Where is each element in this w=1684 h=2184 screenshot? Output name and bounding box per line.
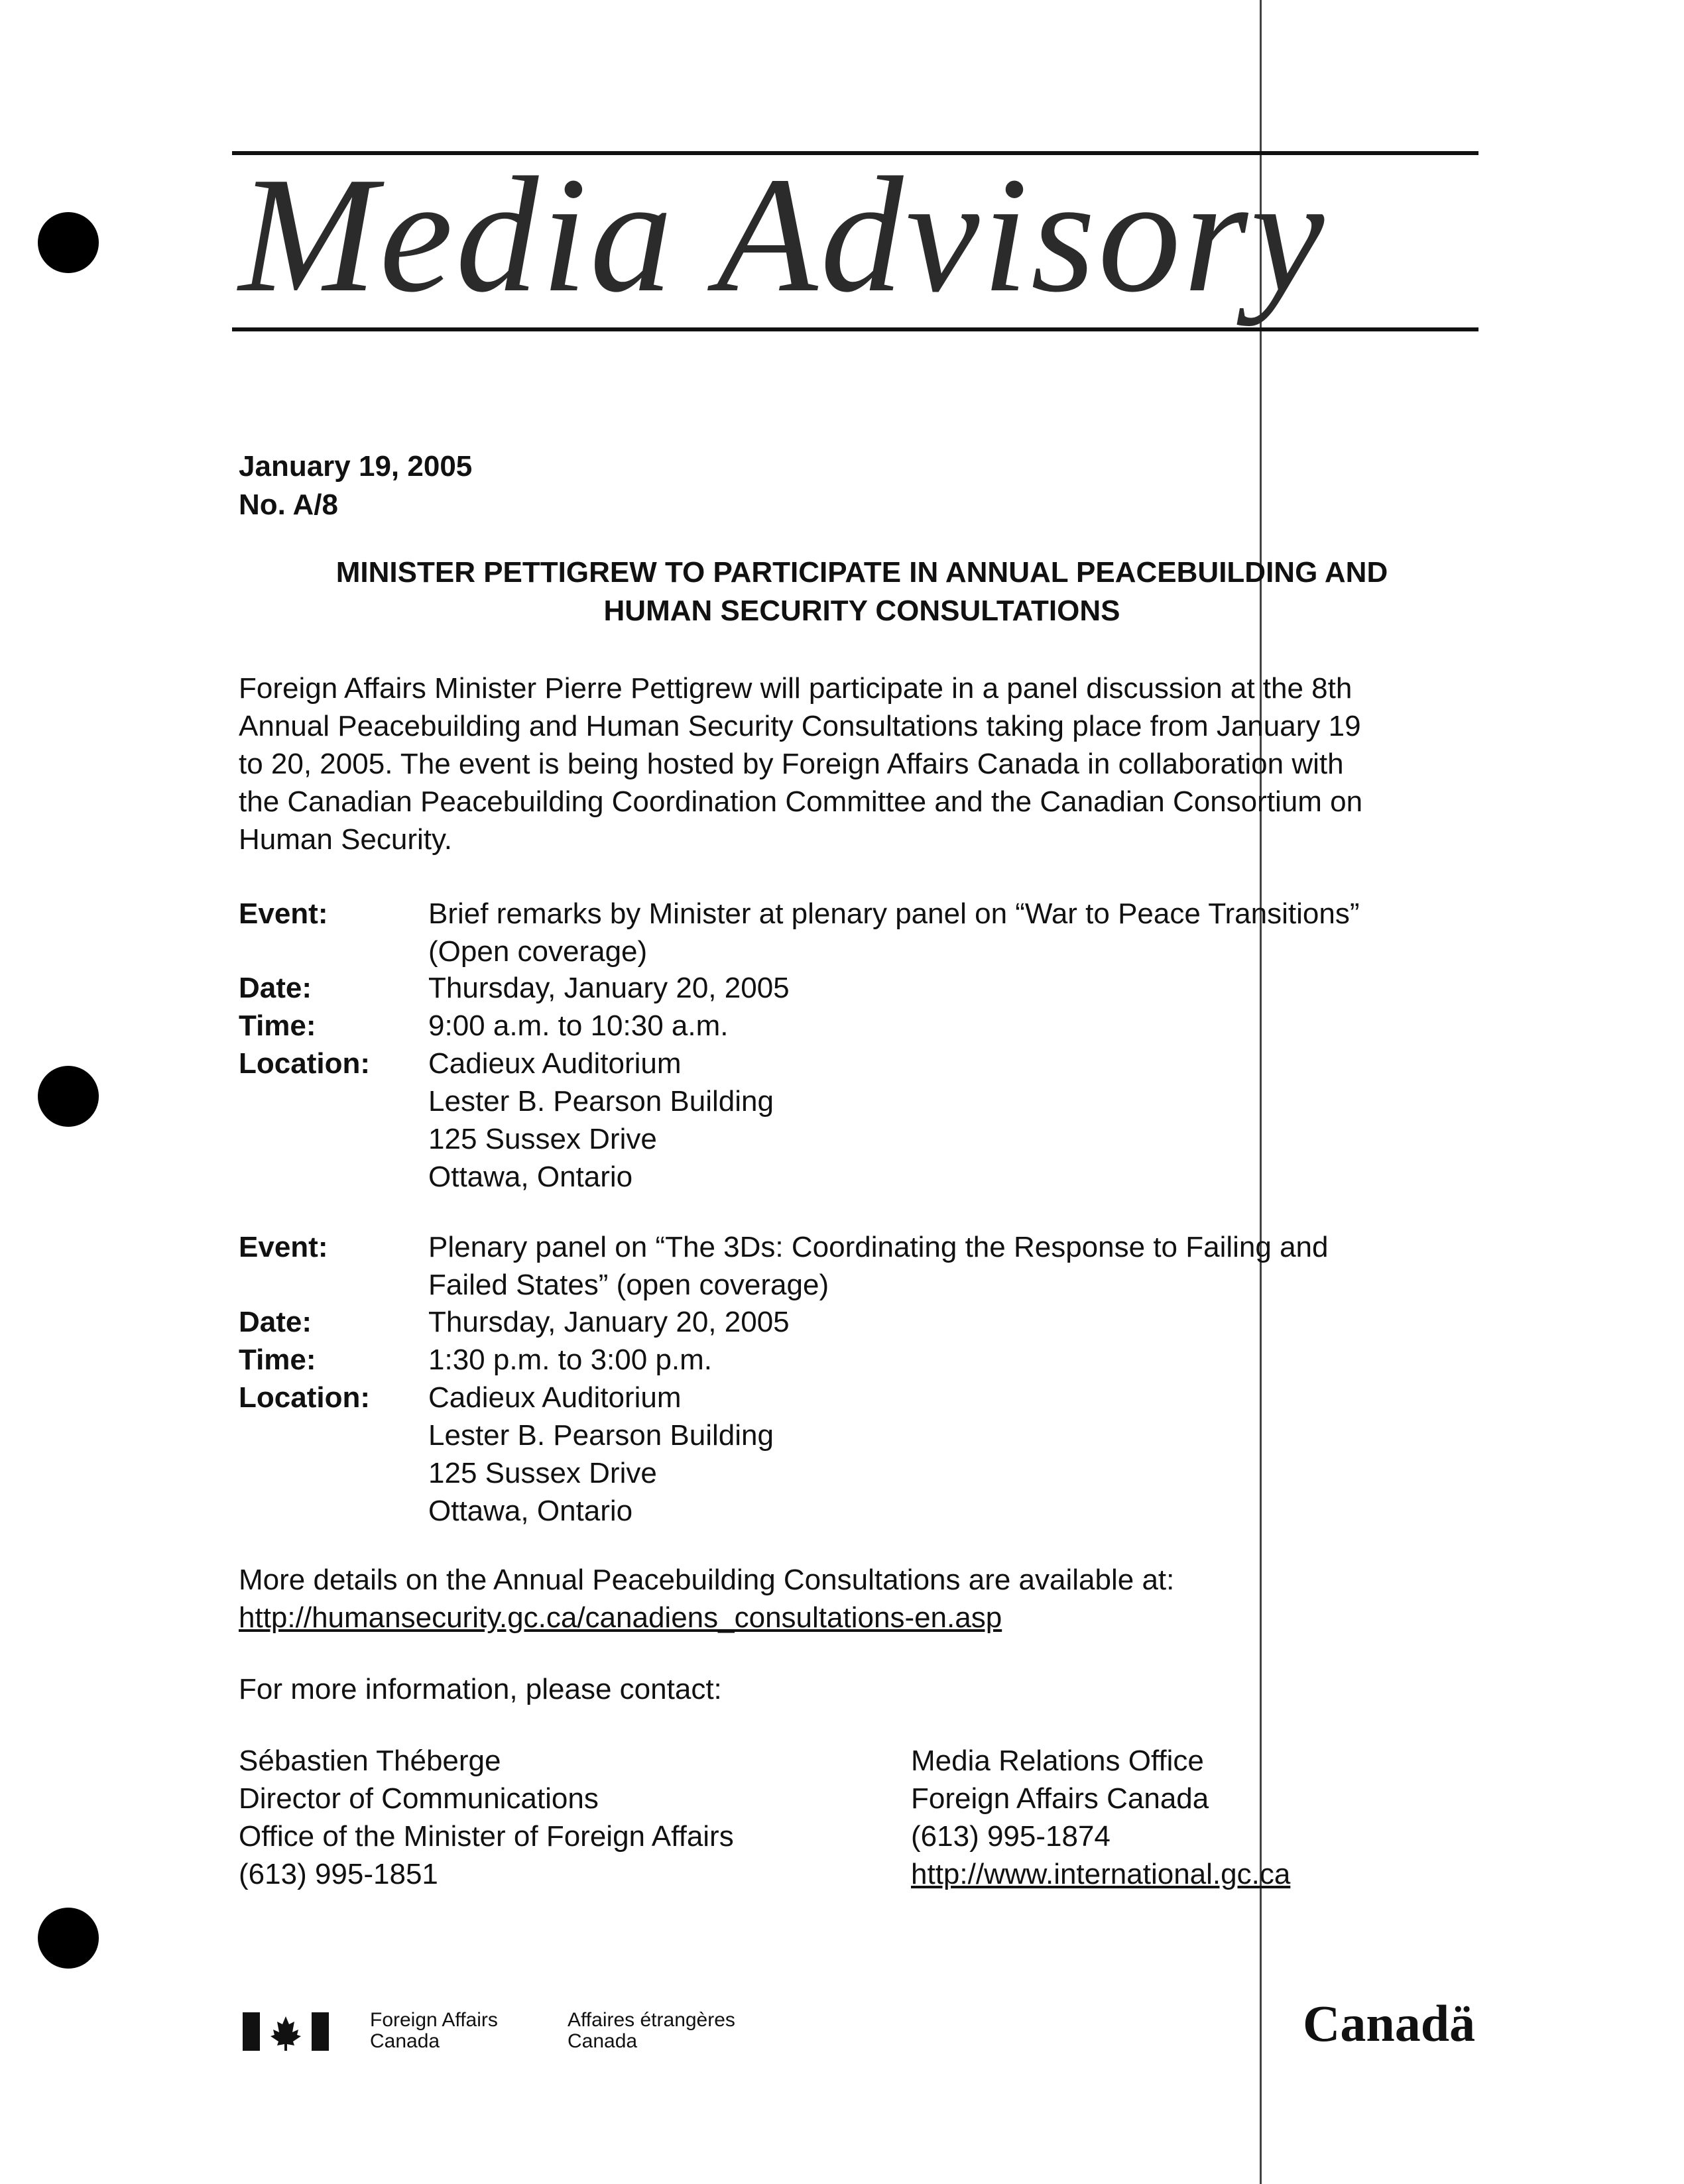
event-date: Thursday, January 20, 2005 <box>428 1306 790 1338</box>
consultations-link[interactable]: http://humansecurity.gc.ca/canadiens_consultations-en.asp <box>239 1601 1002 1634</box>
location-line: Lester B. Pearson Building <box>428 1419 774 1452</box>
contact-intro: For more information, please contact: <box>239 1673 722 1705</box>
location-line: Cadieux Auditorium <box>428 1047 682 1080</box>
time-label: Time: <box>239 1344 316 1376</box>
event-description <box>428 1228 1329 1304</box>
headline-line-2: HUMAN SECURITY CONSULTATIONS <box>603 595 1120 627</box>
contact-title: Director of Communications <box>239 1782 599 1815</box>
contact-name: Sébastien Théberge <box>239 1745 501 1777</box>
date-label: Date: <box>239 972 312 1004</box>
intro-paragraph <box>239 669 1485 858</box>
punch-hole-middle <box>38 1066 99 1127</box>
intro-line: Human Security. <box>239 823 452 856</box>
time-label: Time: <box>239 1009 316 1042</box>
event-description <box>428 895 1359 970</box>
location-label: Location: <box>239 1047 370 1080</box>
canada-wordmark <box>1303 1994 1475 2053</box>
dept-fr-line: Canada <box>568 2030 638 2052</box>
advisory-date: January 19, 2005 <box>239 450 473 483</box>
event-date: Thursday, January 20, 2005 <box>428 972 790 1004</box>
advisory-number: No. A/8 <box>239 489 338 521</box>
event-label: Event: <box>239 897 328 930</box>
details-text: More details on the Annual Peacebuilding Consultations are available at: <box>239 1564 1175 1596</box>
media-office-phone: (613) 995-1874 <box>911 1820 1111 1853</box>
canada-flag-symbol <box>243 2012 329 2051</box>
intro-line: Foreign Affairs Minister Pierre Pettigrew will participate in a panel discussion at the 8th <box>239 672 1353 705</box>
location-line: Ottawa, Ontario <box>428 1161 633 1193</box>
intro-line: to 20, 2005. The event is being hosted by Foreign Affairs Canada in collaboration with <box>239 748 1344 780</box>
location-line: Lester B. Pearson Building <box>428 1085 774 1118</box>
event-description-line: Failed States” (open coverage) <box>428 1269 829 1301</box>
dept-name-french <box>568 2010 735 2052</box>
location-line: 125 Sussex Drive <box>428 1457 657 1489</box>
event-time: 9:00 a.m. to 10:30 a.m. <box>428 1009 729 1042</box>
contact-right <box>911 1742 1290 1893</box>
intro-line: the Canadian Peacebuilding Coordination Committee and the Canadian Consortium on <box>239 785 1363 818</box>
wordmark-text: Canadä <box>1303 1994 1476 2052</box>
event-description-line: Brief remarks by Minister at plenary panel on “War to Peace Transitions” <box>428 897 1360 930</box>
masthead-title: Media Advisory <box>239 143 1327 327</box>
event-time: 1:30 p.m. to 3:00 p.m. <box>428 1344 713 1376</box>
headline-line-1: MINISTER PETTIGREW TO PARTICIPATE IN ANNUAL PEACEBUILDING AND <box>335 556 1388 589</box>
masthead-bottom-rule <box>232 327 1478 331</box>
punch-hole-bottom <box>38 1908 99 1969</box>
flag-icon <box>243 2012 329 2051</box>
dept-en-line: Foreign Affairs <box>370 2009 498 2031</box>
dept-name-english <box>370 2010 498 2052</box>
event-description-line: (Open coverage) <box>428 935 648 968</box>
location-line: Ottawa, Ontario <box>428 1495 633 1527</box>
headline <box>239 553 1485 630</box>
location-line: 125 Sussex Drive <box>428 1123 657 1155</box>
event-description-line: Plenary panel on “The 3Ds: Coordinating the Response to Failing and <box>428 1231 1329 1263</box>
date-label: Date: <box>239 1306 312 1338</box>
international-link[interactable]: http://www.international.gc.ca <box>911 1858 1291 1890</box>
dept-fr-line: Affaires étrangères <box>568 2009 735 2031</box>
contact-office: Office of the Minister of Foreign Affairs <box>239 1820 734 1853</box>
location-line: Cadieux Auditorium <box>428 1381 682 1414</box>
dept-en-line: Canada <box>370 2030 440 2052</box>
media-office-dept: Foreign Affairs Canada <box>911 1782 1209 1815</box>
punch-hole-top <box>38 212 99 273</box>
event-label: Event: <box>239 1231 328 1263</box>
location-label: Location: <box>239 1381 370 1414</box>
contact-left <box>239 1742 734 1893</box>
contact-phone: (613) 995-1851 <box>239 1858 438 1890</box>
event-location <box>428 1379 774 1530</box>
event-location <box>428 1045 774 1196</box>
media-office-name: Media Relations Office <box>911 1745 1204 1777</box>
intro-line: Annual Peacebuilding and Human Security Consultations taking place from January 19 <box>239 710 1361 742</box>
